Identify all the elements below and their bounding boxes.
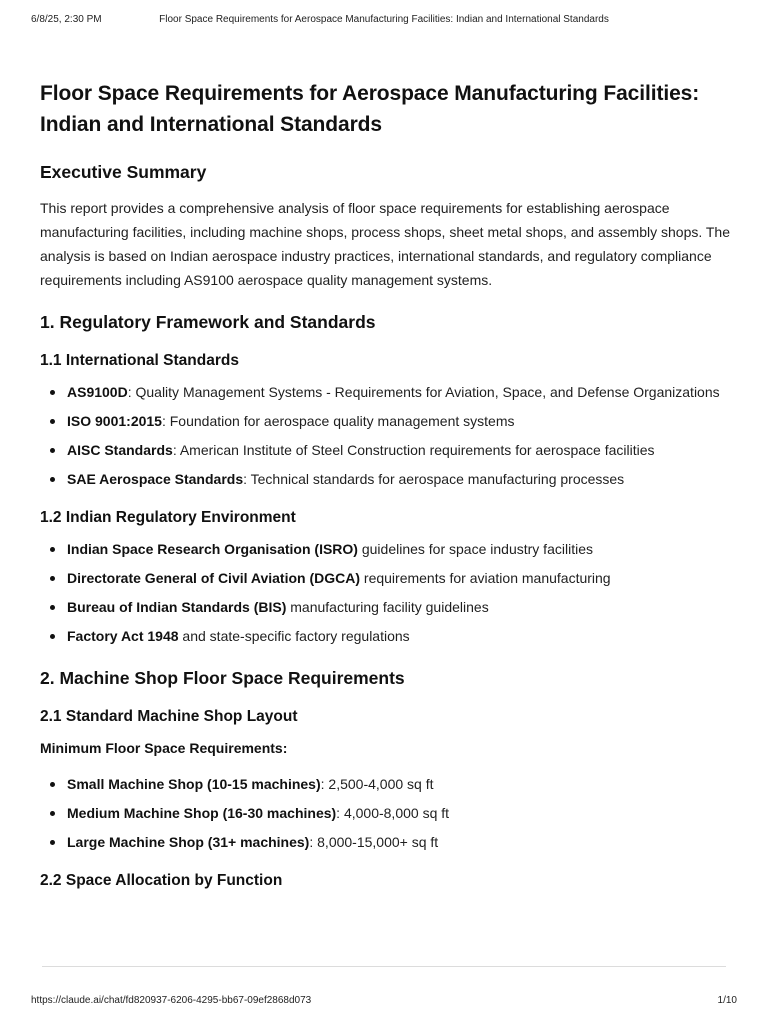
list-item bbox=[40, 801, 730, 825]
list-item bbox=[40, 830, 730, 854]
list-item bbox=[40, 772, 730, 796]
document-title: Floor Space Requirements for Aerospace Manufacturing Facilities: Indian and International Standards bbox=[40, 82, 700, 136]
list-item-term: SAE Aerospace Standards bbox=[67, 471, 244, 487]
list-item-text: : 2,500-4,000 sq ft bbox=[320, 776, 434, 792]
list-item-term: AISC Standards bbox=[67, 442, 173, 458]
list-item bbox=[40, 467, 730, 491]
list-item bbox=[40, 409, 730, 433]
list-item bbox=[40, 537, 730, 561]
list-item-text: : Quality Management Systems - Requirements for Aviation, Space, and Defense Organizations bbox=[127, 384, 720, 400]
international-standards-list bbox=[40, 380, 730, 491]
list-item bbox=[40, 438, 730, 462]
list-item bbox=[40, 595, 730, 619]
executive-summary-heading: Executive Summary bbox=[40, 162, 207, 182]
list-item-text: guidelines for space industry facilities bbox=[357, 541, 593, 557]
section-2-heading: 2. Machine Shop Floor Space Requirements bbox=[40, 668, 405, 688]
print-date: 6/8/25, 2:30 PM bbox=[31, 14, 102, 25]
print-page-title: Floor Space Requirements for Aerospace Manufacturing Facilities: Indian and International Standards bbox=[159, 14, 609, 25]
list-item-text: : Technical standards for aerospace manufacturing processes bbox=[243, 471, 625, 487]
list-item-term: Medium Machine Shop (16-30 machines) bbox=[67, 805, 337, 821]
list-item-text: : American Institute of Steel Construction requirements for aerospace facilities bbox=[172, 442, 655, 458]
list-item-text: : Foundation for aerospace quality management systems bbox=[161, 413, 515, 429]
list-item-text: and state-specific factory regulations bbox=[178, 628, 410, 644]
list-item-text: : 8,000-15,000+ sq ft bbox=[309, 834, 439, 850]
print-header bbox=[31, 14, 737, 30]
min-floor-space-label: Minimum Floor Space Requirements: bbox=[40, 740, 288, 756]
footer-divider bbox=[42, 966, 726, 967]
list-item-term: AS9100D bbox=[67, 384, 128, 400]
list-item-term: Large Machine Shop (31+ machines) bbox=[67, 834, 310, 850]
list-item-term: ISO 9001:2015 bbox=[67, 413, 162, 429]
section-1-heading: 1. Regulatory Framework and Standards bbox=[40, 312, 376, 332]
indian-regulatory-list bbox=[40, 537, 730, 648]
list-item-term: Bureau of Indian Standards (BIS) bbox=[67, 599, 287, 615]
list-item bbox=[40, 380, 730, 404]
list-item bbox=[40, 624, 730, 648]
list-item-term: Indian Space Research Organisation (ISRO) bbox=[67, 541, 358, 557]
section-2-1-heading: 2.1 Standard Machine Shop Layout bbox=[40, 708, 298, 725]
machine-shop-size-list bbox=[40, 772, 730, 854]
list-item bbox=[40, 566, 730, 590]
document-body bbox=[40, 78, 730, 892]
page-url: https://claude.ai/chat/fd820937-6206-4295-bb67-09ef2868d073 bbox=[31, 995, 312, 1006]
section-2-2-heading: 2.2 Space Allocation by Function bbox=[40, 872, 283, 889]
page-number: 1/10 bbox=[717, 995, 737, 1006]
list-item-text: manufacturing facility guidelines bbox=[286, 599, 489, 615]
section-1-1-heading: 1.1 International Standards bbox=[40, 352, 239, 369]
list-item-term: Directorate General of Civil Aviation (DGCA) bbox=[67, 570, 361, 586]
executive-summary-text: This report provides a comprehensive analysis of floor space requirements for establishing aerospace manufacturing facilities, including machine shops, process shops, sheet metal shops, and assembly shops. The analysis is based on Indian aerospace industry practices, international standards, and regulatory compliance requirements including AS9100 aerospace quality management systems. bbox=[40, 200, 730, 288]
list-item-term: Small Machine Shop (10-15 machines) bbox=[67, 776, 321, 792]
list-item-text: : 4,000-8,000 sq ft bbox=[336, 805, 450, 821]
list-item-text: requirements for aviation manufacturing bbox=[360, 570, 611, 586]
section-1-2-heading: 1.2 Indian Regulatory Environment bbox=[40, 509, 296, 526]
list-item-term: Factory Act 1948 bbox=[67, 628, 179, 644]
